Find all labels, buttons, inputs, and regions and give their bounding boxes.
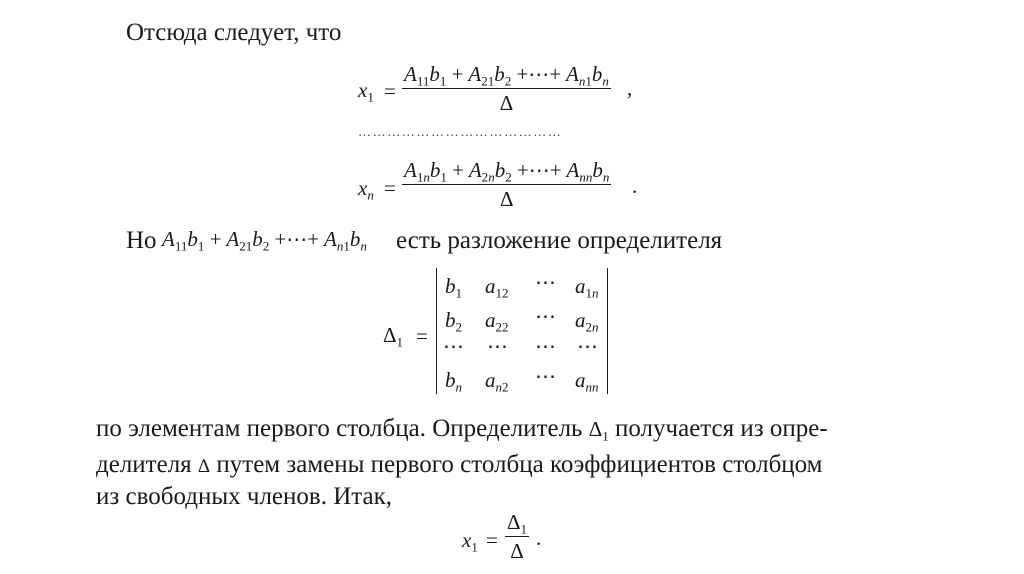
- delta-inline: Δ: [197, 456, 211, 477]
- result-denominator: Δ: [510, 539, 524, 563]
- expansion-expression: $A_{11}b_1 + A_{21}b_2$ +⋯+ $A_{n1}b_n$: [162, 227, 367, 254]
- result-fraction: [505, 512, 529, 562]
- matrix-cell: ⋯: [443, 334, 464, 358]
- x1-result-symbol: $x_1$: [462, 528, 478, 555]
- period: .: [632, 174, 638, 198]
- matrix-cell: $a_{n2}$: [485, 368, 509, 395]
- period: .: [536, 526, 542, 550]
- delta1-inline: $\Delta_1$: [588, 417, 609, 444]
- intro-text: Отсюда следует, что: [126, 19, 342, 46]
- matrix-cell: ⋯: [535, 334, 556, 358]
- paragraph-line-3: из свободных членов. Итак,: [96, 483, 392, 510]
- equals-sign: =: [416, 324, 428, 348]
- matrix-cell: ⋯: [577, 334, 598, 358]
- matrix-cell: $b_2$: [445, 308, 463, 335]
- paragraph-line-1: [96, 415, 828, 444]
- equals-sign: =: [384, 176, 396, 200]
- determinant-matrix: [436, 268, 608, 394]
- paragraph-text: по элементам первого столбца. Определитель: [96, 415, 583, 442]
- matrix-cell: $a_{nn}$: [575, 368, 599, 395]
- matrix-cell: $a_{12}$: [485, 274, 509, 301]
- x1-fraction: [402, 64, 611, 114]
- matrix-cell: $a_{1n}$: [575, 274, 599, 301]
- xn-fraction: [402, 160, 611, 210]
- matrix-cell: $a_{2n}$: [575, 308, 599, 335]
- comma: ,: [627, 76, 633, 100]
- matrix-cell: $a_{22}$: [485, 308, 509, 335]
- but-tail: есть разложение определителя: [396, 227, 723, 254]
- matrix-cell: ⋯: [535, 270, 556, 294]
- matrix-cell: ⋯: [535, 364, 556, 388]
- paragraph-text: делителя: [96, 451, 192, 478]
- equals-sign: =: [486, 528, 498, 552]
- x1-numerator: $A_{11}b_1 + A_{21}b_2$ +⋯+ $A_{n1}b_n$: [404, 62, 609, 89]
- xn-symbol: $x_n$: [358, 176, 374, 203]
- x1-symbol: $x_1$: [358, 78, 374, 105]
- paragraph-text: получается из опре-: [615, 415, 828, 442]
- paragraph-line-2: [96, 452, 823, 477]
- equals-sign: =: [384, 79, 396, 103]
- x1-denominator: Δ: [499, 91, 514, 115]
- delta1-symbol: $\Delta_1$: [383, 323, 404, 350]
- matrix-cell: ⋯: [487, 334, 508, 358]
- result-numerator: $\Delta_1$: [507, 510, 528, 537]
- xn-denominator: Δ: [499, 187, 514, 211]
- matrix-cell: $b_1$: [445, 274, 463, 301]
- ellipsis-row: ……………………………………: [358, 124, 563, 139]
- matrix-cell: $b_n$: [445, 368, 463, 395]
- paragraph-text: путем замены первого столбца коэффициентов столбцом: [216, 451, 823, 478]
- but-word: Но: [126, 227, 157, 254]
- xn-numerator: $A_{1n}b_1 + A_{2n}b_2$ +⋯+ $A_{nn}b_n$: [404, 158, 610, 185]
- matrix-cell: ⋯: [535, 304, 556, 328]
